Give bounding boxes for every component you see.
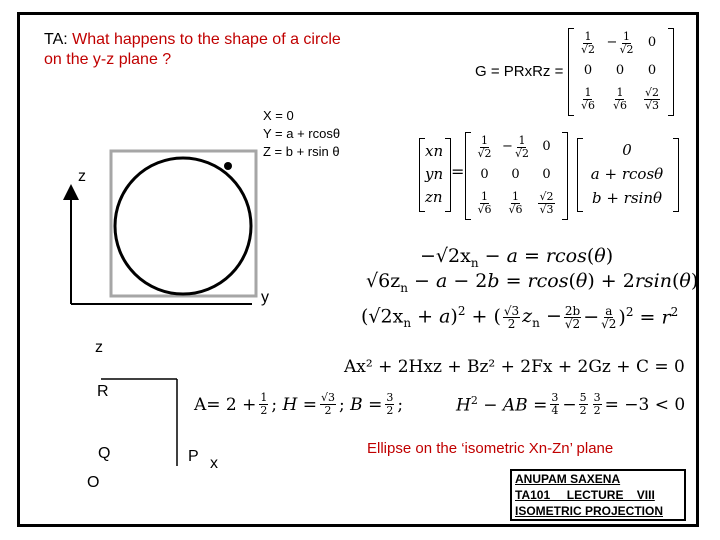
lhs-xn: xn (425, 142, 444, 160)
axis-label-y: y (261, 289, 269, 306)
t-matrix-cell-2-2: $\frac{√2}{√3}$ (539, 190, 554, 216)
circle-point (224, 162, 232, 170)
g-matrix-cell-2-1: $\frac{1}{√6}$ (612, 86, 627, 112)
transform-equation (415, 128, 685, 223)
rhs-0: 0 (622, 141, 632, 159)
t-matrix-cell-0-1: − $\frac{1}{√2}$ (502, 133, 529, 160)
equation-4: Ax² + 2Hxz + Bz² + 2Fx + 2Gz + C = 0 (344, 357, 685, 377)
credit-line3: ISOMETRIC PROJECTION (515, 504, 664, 518)
bounding-square (111, 151, 256, 296)
g-matrix-cell-1-0: 0 (583, 63, 593, 78)
lower-square-diagram (100, 370, 190, 470)
lhs-vector (425, 140, 443, 209)
g-matrix-cell-0-0: $\frac{1}{√2}$ (580, 30, 595, 56)
rhs-right-bracket (673, 138, 679, 212)
credit-line2: TA101 LECTURE VIII (515, 488, 655, 502)
g-matrix-label: G = PRxRz = (475, 63, 564, 80)
credit-box (510, 469, 686, 521)
rhs-2: b + rsinθ (591, 189, 663, 207)
t-matrix-cell-1-1: 0 (511, 167, 520, 182)
equation-3: $(√2x_n + a)^2$ + ( $\frac{√3}{2}$ $z_n$ − $\frac{2b}{√2}$ − $\frac{a}{√2}$ )$^2 = r^2$ (361, 303, 679, 331)
slide-title (44, 30, 404, 70)
equation-6: $H^2$ − AB = $\frac{3}{4}$ − $\frac{5}{2}$ $\frac{3}{2}$ = −3 < 0 (456, 391, 686, 417)
lower-label-O: O (87, 474, 100, 491)
g-matrix-right-bracket (668, 28, 674, 116)
t-matrix-cell-2-0: $\frac{1}{√6}$ (477, 190, 492, 216)
rhs-vector (581, 138, 673, 210)
g-matrix-cell-2-0: $\frac{1}{√6}$ (580, 86, 595, 112)
t-matrix-grid (469, 132, 562, 218)
lhs-yn: yn (425, 165, 444, 183)
lower-label-Q: Q (98, 445, 111, 462)
lower-label-z: z (95, 339, 103, 356)
param-y: Y = a + rcosθ (263, 126, 341, 141)
g-matrix-grid (572, 28, 668, 114)
equation-1: $-√2x_n - a = rcos(\theta)$ (420, 245, 614, 270)
t-matrix-cell-1-2: 0 (542, 167, 551, 182)
conclusion-text: Ellipse on the ‘isometric Xn-Zn’ plane (367, 440, 614, 457)
credit-line1: ANUPAM SAXENA (515, 472, 621, 486)
t-matrix-cell-1-0: 0 (480, 167, 489, 182)
circle (115, 158, 251, 294)
t-matrix-cell-0-2: 0 (542, 139, 551, 154)
lhs-zn: zn (425, 188, 443, 206)
axis-label-z: z (78, 168, 86, 185)
g-matrix-cell-1-2: 0 (647, 63, 657, 78)
equation-2: $√6z_n - a - 2b = rcos(\theta) + 2rsin(\theta)$ (366, 270, 699, 295)
lower-label-P: P (188, 448, 199, 465)
g-matrix-cell-2-2: $\frac{√2}{√3}$ (644, 86, 659, 112)
t-matrix-cell-2-1: $\frac{1}{√6}$ (508, 190, 523, 216)
title-question-line2: on the y-z plane ? (44, 51, 172, 68)
title-prefix: TA: (44, 31, 73, 48)
t-matrix-right-bracket (562, 132, 568, 220)
g-matrix-equation (472, 22, 682, 122)
t-matrix-cell-0-0: $\frac{1}{√2}$ (477, 134, 492, 160)
equation-5: A= 2 + $\frac{1}{2}$ ; H = $\frac{√3}{2}$ ; B = $\frac{3}{2}$ ; (194, 391, 404, 417)
equals-sign: = (451, 162, 465, 181)
lower-label-x: x (210, 455, 218, 472)
param-x: X = 0 (263, 108, 294, 123)
rhs-1: a + rcosθ (590, 165, 664, 183)
title-question-line1: What happens to the shape of a circle (72, 31, 341, 48)
g-matrix-cell-0-2: 0 (647, 35, 657, 50)
g-matrix-cell-1-1: 0 (615, 63, 625, 78)
lower-label-R: R (97, 383, 109, 400)
param-z: Z = b + rsin θ (263, 144, 340, 159)
g-matrix-cell-0-1: − $\frac{1}{√2}$ (606, 29, 634, 56)
